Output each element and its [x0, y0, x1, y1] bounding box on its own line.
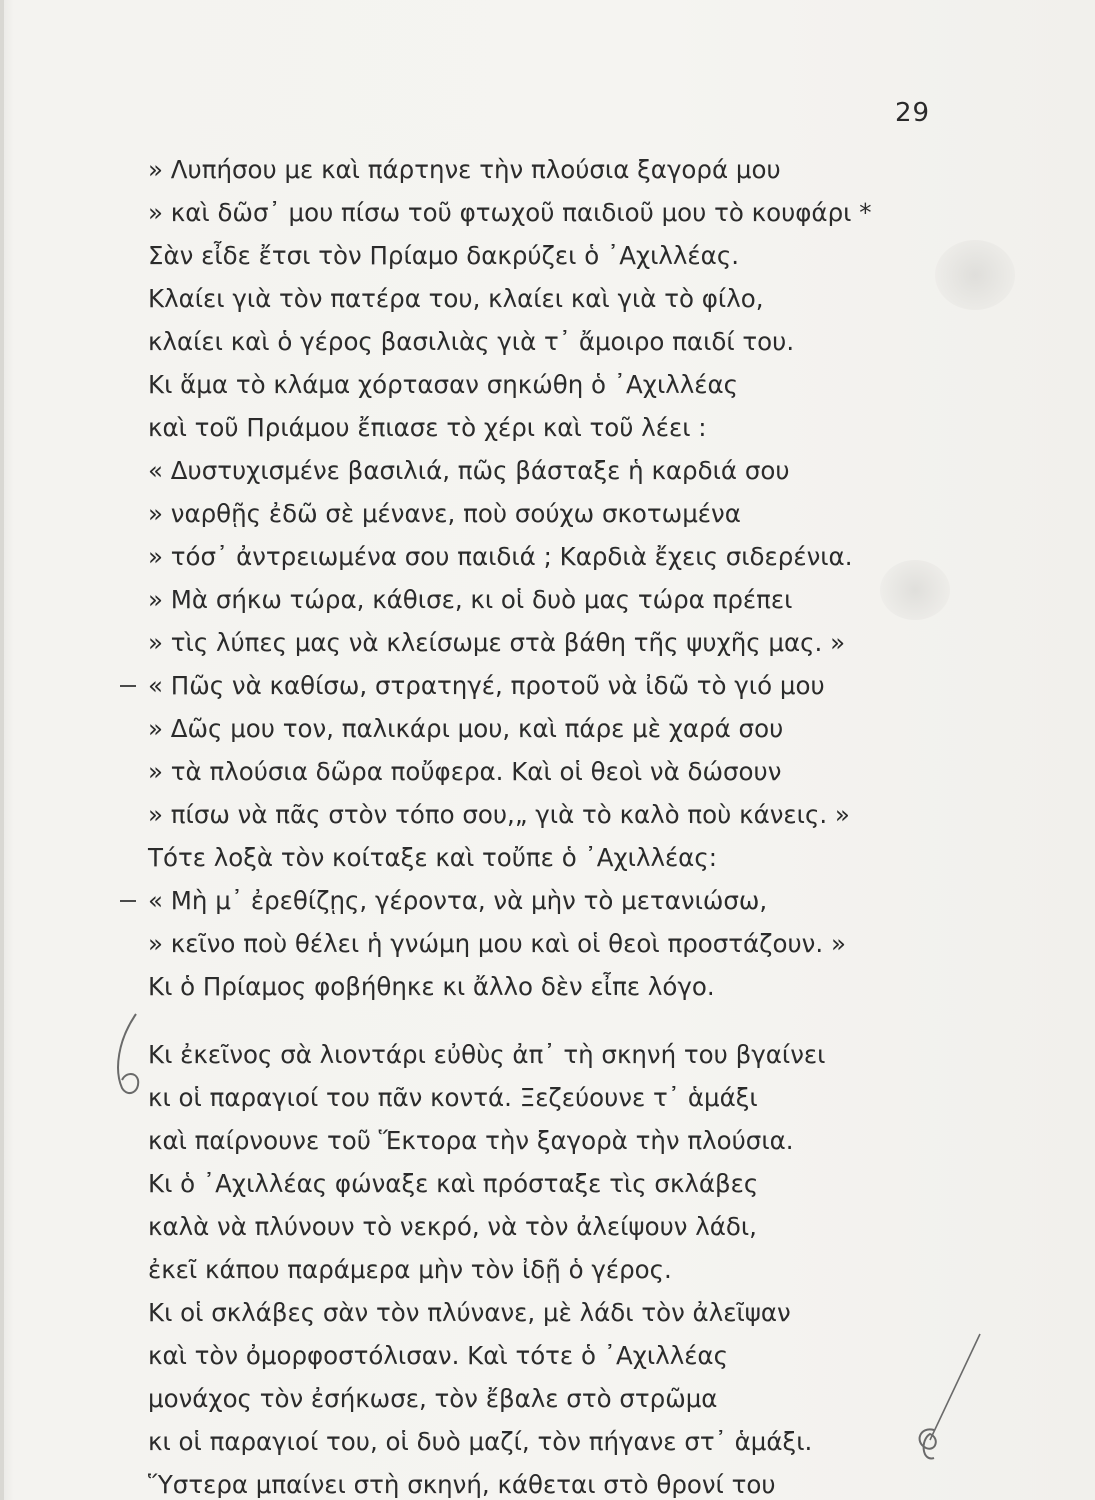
ink-blot: [880, 560, 950, 620]
poem-line: καὶ τὸν ὀμορφοστόλισαν. Καὶ τότε ὁ ᾿Αχιλλέας: [148, 1341, 728, 1370]
poem-line: Κι ἅμα τὸ κλάμα χόρτασαν σηκώθη ὁ ᾿Αχιλλέας: [148, 370, 739, 399]
poem-line: » Μὰ σήκω τώρα, κάθισε, κι οἱ δυὸ μας τώρα πρέπει: [148, 585, 793, 614]
poem-line: Κι ἐκεῖνος σὰ λιοντάρι εὐθὺς ἀπ᾽ τὴ σκηνή του βγαίνει: [148, 1040, 826, 1069]
pencil-annotation-icon: [108, 1010, 148, 1100]
poem-line: « Δυστυχισμένε βασιλιά, πῶς βάσταξε ἡ καρδιά σου: [148, 456, 790, 485]
poem-line: Τότε λοξὰ τὸν κοίταξε καὶ τοὔπε ὁ ᾿Αχιλλέας:: [148, 843, 717, 872]
poem-line: Κι οἱ σκλάβες σὰν τὸν πλύνανε, μὲ λάδι τὸν ἀλεῖψαν: [148, 1298, 791, 1327]
pencil-annotation-icon: [900, 1330, 990, 1470]
poem-line: » τὰ πλούσια δῶρα ποὔφερα. Καὶ οἱ θεοὶ νὰ δώσουν: [148, 757, 782, 786]
poem-line: « Πῶς νὰ καθίσω, στρατηγέ, προτοῦ νὰ ἰδῶ τὸ γιό μου: [148, 671, 825, 700]
dialogue-dash: [120, 685, 136, 687]
poem-line: κι οἱ παραγιοί του, οἱ δυὸ μαζί, τὸν πήγανε στ᾽ ἁμάξι.: [148, 1427, 813, 1456]
poem-line: καὶ παίρνουνε τοῦ Ἕκτορα τὴν ξαγορὰ τὴν πλούσια.: [148, 1126, 794, 1155]
poem-line: Σὰν εἶδε ἔτσι τὸν Πρίαμο δακρύζει ὁ ᾿Αχιλλέας.: [148, 241, 739, 270]
poem-line: » τόσ᾽ ἀντρειωμένα σου παιδιά ; Καρδιὰ ἔχεις σιδερένια.: [148, 542, 853, 571]
poem-line: Κι ὁ ᾿Αχιλλέας φώναξε καὶ πρόσταξε τὶς σκλάβες: [148, 1169, 759, 1198]
poem-line: » καὶ δῶσ᾽ μου πίσω τοῦ φτωχοῦ παιδιοῦ μου τὸ κουφάρι *: [148, 198, 872, 227]
poem-line: » Δῶς μου τον, παλικάρι μου, καὶ πάρε μὲ χαρά σου: [148, 714, 784, 743]
page-number: 29: [895, 98, 931, 128]
poem-line: ἐκεῖ κάπου παράμερα μὴν τὸν ἰδῇ ὁ γέρος.: [148, 1255, 672, 1284]
poem-line: » πίσω νὰ πᾶς στὸν τόπο σου,„ γιὰ τὸ καλὸ ποὺ κάνεις. »: [148, 800, 850, 829]
poem-line: Κλαίει γιὰ τὸν πατέρα του, κλαίει καὶ γιὰ τὸ φίλο,: [148, 284, 764, 313]
poem-line: καλὰ νὰ πλύνουν τὸ νεκρό, νὰ τὸν ἀλείψουν λάδι,: [148, 1212, 757, 1241]
poem-line: » κεῖνο ποὺ θέλει ἡ γνώμη μου καὶ οἱ θεοὶ προστάζουν. »: [148, 929, 846, 958]
poem-line: μονάχος τὸν ἐσήκωσε, τὸν ἔβαλε στὸ στρῶμα: [148, 1384, 718, 1413]
poem-line: καὶ τοῦ Πριάμου ἔπιασε τὸ χέρι καὶ τοῦ λέει :: [148, 413, 707, 442]
page-edge: [0, 0, 4, 1500]
dialogue-dash: [120, 900, 136, 902]
poem-line: Κι ὁ Πρίαμος φοβήθηκε κι ἄλλο δὲν εἶπε λόγο.: [148, 972, 715, 1001]
ink-blot: [935, 240, 1015, 310]
poem-line: « Μὴ μ᾽ ἐρεθίζῃς, γέροντα, νὰ μὴν τὸ μετανιώσω,: [148, 886, 768, 915]
poem-line: κι οἱ παραγιοί του πᾶν κοντά. Ξεζεύουνε τ᾽ ἁμάξι: [148, 1083, 758, 1112]
poem-line: Ὕστερα μπαίνει στὴ σκηνή, κάθεται στὸ θρονί του: [148, 1470, 776, 1499]
poem-line: » ναρθῇς ἐδῶ σὲ μένανε, ποὺ σούχω σκοτωμένα: [148, 499, 741, 528]
poem-line: » τὶς λύπες μας νὰ κλείσωμε στὰ βάθη τῆς ψυχῆς μας. »: [148, 628, 846, 657]
poem-line: » Λυπήσου με καὶ πάρτηνε τὴν πλούσια ξαγορά μου: [148, 155, 781, 184]
poem-line: κλαίει καὶ ὁ γέρος βασιλιὰς γιὰ τ᾽ ἄμοιρο παιδί του.: [148, 327, 795, 356]
